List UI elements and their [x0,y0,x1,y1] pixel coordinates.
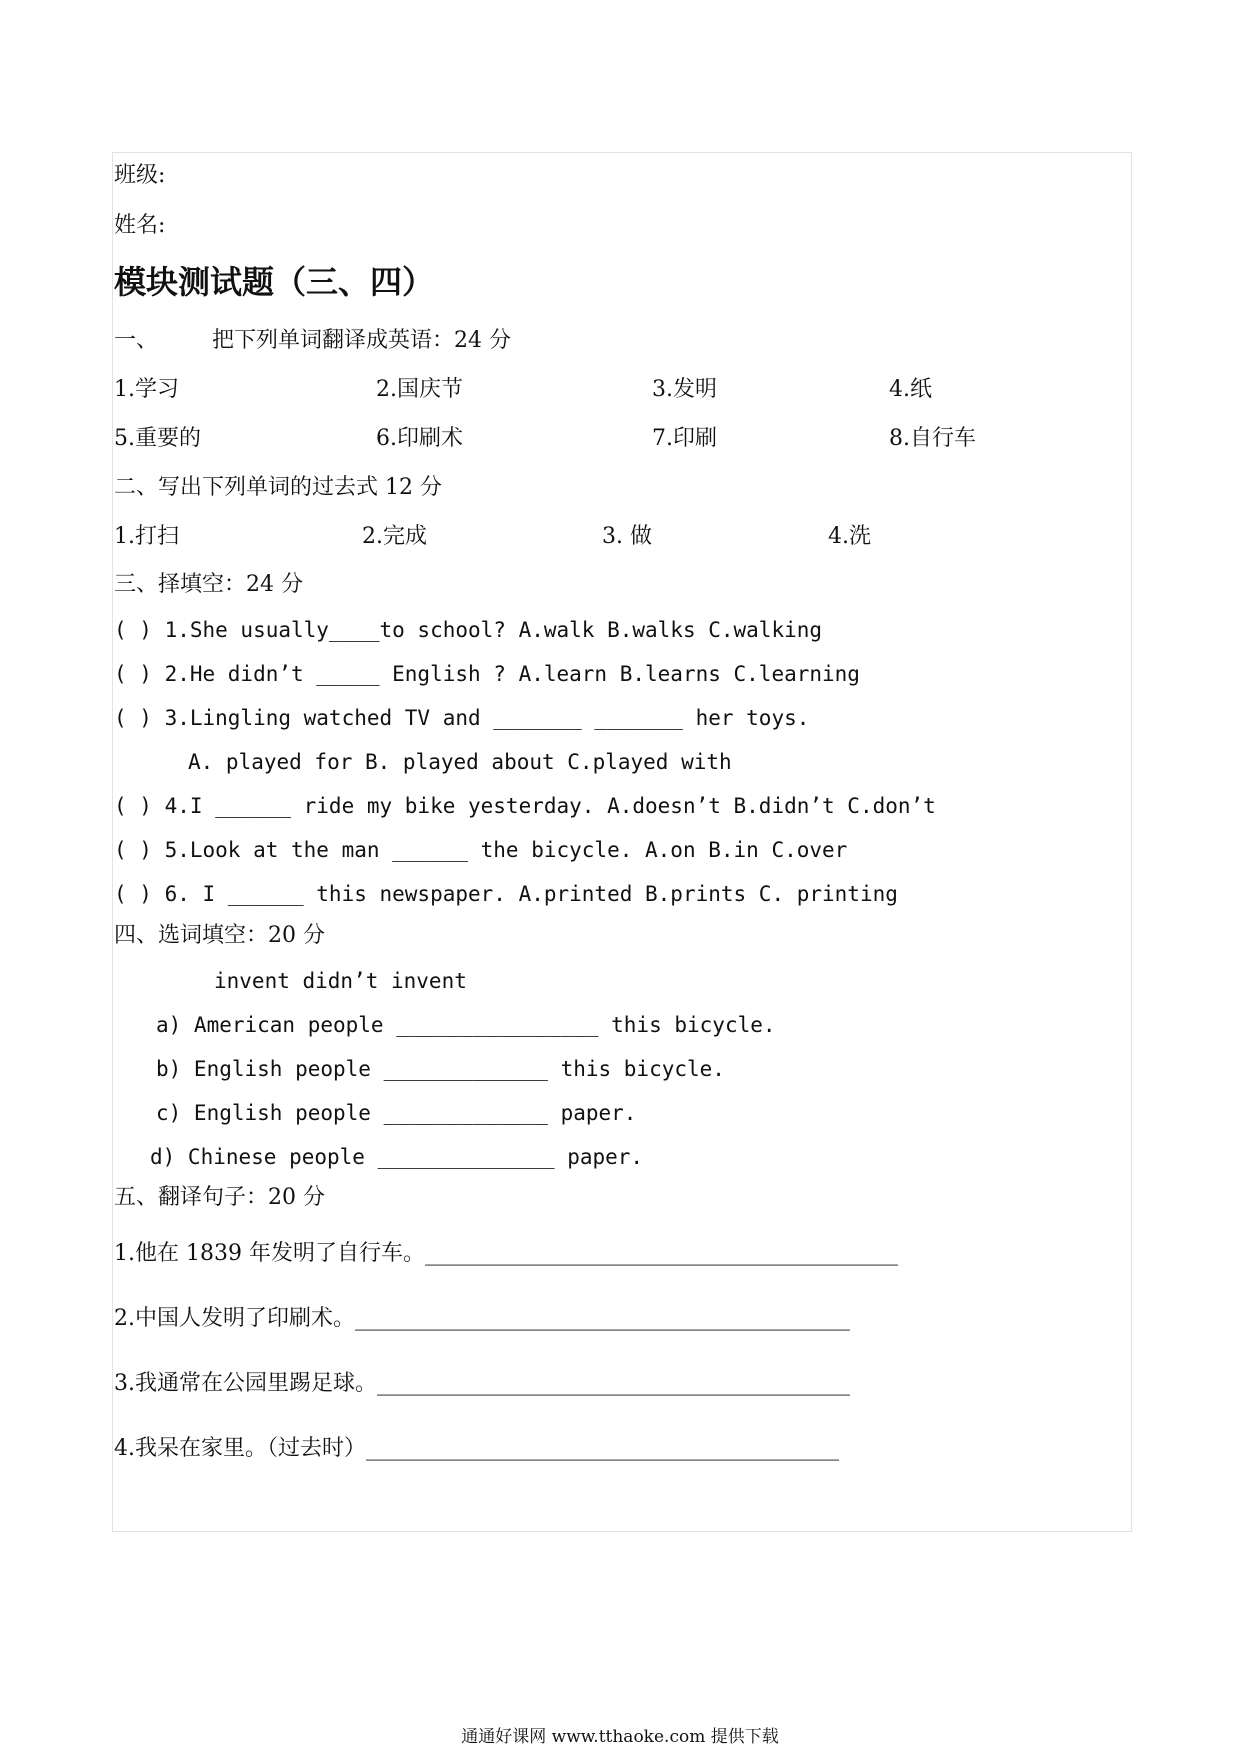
s1-item-7: 7.印刷 [652,426,717,451]
section-1-heading: 把下列单词翻译成英语：24 分 [212,328,511,353]
footer-credit: 通通好课网 www.tthaoke.com 提供下载 [461,1727,779,1747]
s1-item-5: 5.重要的 [114,426,201,451]
s2-item-4: 4.洗 [828,524,871,549]
section-4-heading: 四、选词填空：20 分 [114,923,325,948]
class-label: 班级: [114,163,166,188]
s4-word-choices: invent didn’t invent [214,969,467,993]
s3-question-3-options: A. played for B. played about C.played with [188,750,732,774]
s1-item-3: 3.发明 [652,377,717,402]
s2-item-3: 3. 做 [602,524,652,549]
s1-item-6: 6.印刷术 [376,426,463,451]
s5-sentence-4: 4.我呆在家里。（过去时）___________________________________________ [114,1436,839,1461]
s1-item-8: 8.自行车 [889,426,976,451]
name-label: 姓名: [114,213,166,238]
s4-item-d: d) Chinese people ______________ paper. [150,1145,644,1169]
s4-item-c: c) English people _____________ paper. [156,1101,637,1125]
section-2-heading: 二、写出下列单词的过去式 12 分 [114,475,442,500]
s4-item-b: b) English people _____________ this bicycle. [156,1057,725,1081]
s5-sentence-3: 3.我通常在公园里踢足球。___________________________________________ [114,1371,850,1396]
s3-question-5: ( ) 5.Look at the man ______ the bicycle. A.on B.in C.over [114,838,848,862]
section-3-heading: 三、择填空：24 分 [114,572,303,597]
s1-item-2: 2.国庆节 [376,377,463,402]
s3-question-3: ( ) 3.Lingling watched TV and _______ _______ her toys. [114,706,810,730]
s3-question-1: ( ) 1.She usually____to school? A.walk B.walks C.walking [114,618,823,642]
s1-item-1: 1.学习 [114,377,179,402]
s5-sentence-2: 2.中国人发明了印刷术。_____________________________________________ [114,1306,850,1331]
s3-question-6: ( ) 6. I ______ this newspaper. A.printed B.prints C. printing [114,882,898,906]
s4-item-a: a) American people ________________ this bicycle. [156,1013,776,1037]
s2-item-2: 2.完成 [362,524,427,549]
section-5-heading: 五、翻译句子：20 分 [114,1185,325,1210]
s3-question-2: ( ) 2.He didn’t _____ English ? A.learn B.learns C.learning [114,662,860,686]
page-title: 模块测试题（三、四） [114,263,435,301]
s3-question-4: ( ) 4.I ______ ride my bike yesterday. A.doesn’t B.didn’t C.don’t [114,794,936,818]
section-1-number: 一、 [114,328,159,353]
s1-item-4: 4.纸 [889,377,932,402]
s5-sentence-1: 1.他在 1839 年发明了自行车。___________________________________________ [114,1241,898,1266]
s2-item-1: 1.打扫 [114,524,179,549]
